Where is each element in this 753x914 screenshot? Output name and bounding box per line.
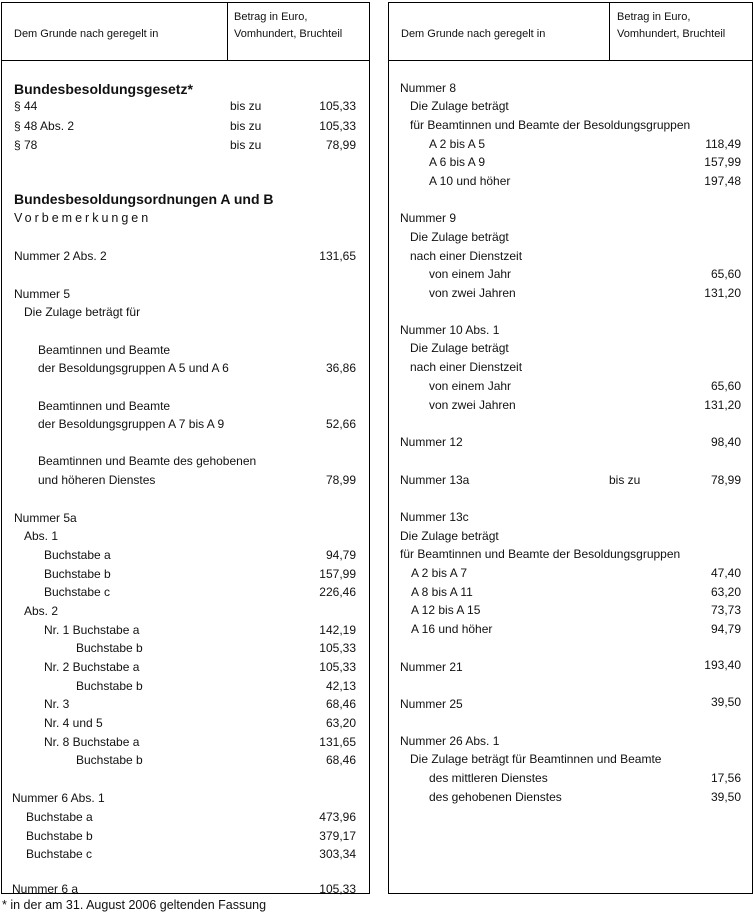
- row-value: 78,99: [325, 473, 356, 487]
- row-label: A 10 und höher: [429, 174, 511, 188]
- row-label: Nummer 26 Abs. 1: [400, 734, 500, 748]
- row-value: 105,33: [319, 882, 356, 896]
- header-col2: Betrag in Euro, Vomhundert, Bruchteil: [617, 11, 726, 40]
- row-value: 379,17: [319, 829, 356, 843]
- row-label: für Beamtinnen und Beamte der Besoldungsgruppen: [400, 547, 681, 561]
- row-label: A 16 und höher: [411, 622, 493, 636]
- row-label: nach einer Dienstzeit: [410, 360, 523, 374]
- row-value: 105,33: [319, 641, 356, 655]
- row-label: Nr. 3: [44, 697, 70, 711]
- row-label: Buchstabe c: [26, 847, 93, 861]
- row-label: Nummer 13c: [400, 510, 469, 524]
- header-col1: Dem Grunde nach geregelt in: [14, 28, 159, 40]
- row-value: 94,79: [710, 622, 741, 636]
- row-label: Buchstabe a: [44, 548, 111, 562]
- row-label: Buchstabe b: [76, 679, 143, 693]
- row-value: 78,99: [710, 473, 741, 487]
- row-label: § 78: [14, 138, 38, 152]
- row-label: Beamtinnen und Beamte: [38, 343, 171, 357]
- row-label: A 6 bis A 9: [429, 155, 486, 169]
- row-label: Die Zulage beträgt: [410, 341, 509, 355]
- section-title-bbesg: Bundesbesoldungsgesetz*: [14, 81, 193, 97]
- row-label: Nr. 4 und 5: [44, 716, 103, 730]
- row-value: 78,99: [325, 138, 356, 152]
- row-value: 63,20: [325, 716, 356, 730]
- row-label: Beamtinnen und Beamte: [38, 399, 171, 413]
- row-label: Abs. 1: [24, 529, 59, 543]
- row-label: Nummer 21: [400, 660, 463, 674]
- row-value: 131,65: [319, 735, 356, 749]
- row-label: § 48 Abs. 2: [14, 119, 75, 133]
- header-col2: Betrag in Euro, Vomhundert, Bruchteil: [234, 11, 343, 40]
- row-label: A 12 bis A 15: [411, 603, 481, 617]
- row-mid: bis zu: [230, 99, 262, 113]
- row-value: 39,50: [710, 790, 741, 804]
- row-value: 131,65: [319, 249, 356, 263]
- row-label: Nummer 6 a: [12, 882, 79, 896]
- row-label: A 2 bis A 5: [429, 137, 486, 151]
- row-label: Nummer 10 Abs. 1: [400, 323, 500, 337]
- row-label: des mittleren Dienstes: [429, 771, 548, 785]
- row-value: 157,99: [319, 567, 356, 581]
- row-value: 63,20: [710, 585, 741, 599]
- row-label: Buchstabe b: [44, 567, 111, 581]
- row-mid: bis zu: [230, 119, 262, 133]
- row-value: 303,34: [319, 847, 356, 861]
- row-label: Nr. 8 Buchstabe a: [44, 735, 140, 749]
- row-value: 131,20: [704, 398, 741, 412]
- row-value: 65,60: [710, 267, 741, 281]
- row-label: Buchstabe b: [76, 641, 143, 655]
- header-col1: Dem Grunde nach geregelt in: [401, 28, 546, 40]
- row-label: der Besoldungsgruppen A 5 und A 6: [38, 361, 229, 375]
- row-label: Nr. 1 Buchstabe a: [44, 623, 140, 637]
- row-value: 105,33: [319, 99, 356, 113]
- row-label: Nummer 2 Abs. 2: [14, 249, 107, 263]
- row-value: 193,40: [704, 658, 741, 672]
- row-label: von zwei Jahren: [429, 286, 516, 300]
- row-label: Nummer 8: [400, 81, 457, 95]
- row-value: 17,56: [710, 771, 741, 785]
- row-label: Buchstabe a: [26, 810, 93, 824]
- left-table-header: [2, 3, 369, 61]
- row-label: Die Zulage beträgt für Beamtinnen und Beamte: [410, 752, 662, 766]
- row-value: 142,19: [319, 623, 356, 637]
- row-label: nach einer Dienstzeit: [410, 249, 523, 263]
- row-mid: bis zu: [609, 473, 641, 487]
- row-label: Die Zulage beträgt: [400, 529, 499, 543]
- row-mid: bis zu: [230, 138, 262, 152]
- row-value: 473,96: [319, 810, 356, 824]
- row-value: 105,33: [319, 660, 356, 674]
- row-label: Die Zulage beträgt für: [24, 305, 141, 319]
- row-label: Nummer 6 Abs. 1: [12, 791, 105, 805]
- row-label: Nr. 2 Buchstabe a: [44, 660, 140, 674]
- row-label: Abs. 2: [24, 604, 59, 618]
- row-label: Buchstabe c: [44, 585, 111, 599]
- right-table-header: [389, 3, 752, 61]
- row-label: Nummer 12: [400, 435, 463, 449]
- row-value: 68,46: [325, 697, 356, 711]
- row-label: A 2 bis A 7: [411, 566, 468, 580]
- row-label: Nummer 13a: [400, 473, 470, 487]
- row-value: 39,50: [710, 695, 741, 709]
- right-table: [388, 2, 753, 894]
- row-label: der Besoldungsgruppen A 7 bis A 9: [38, 417, 225, 431]
- row-value: 52,66: [325, 417, 356, 431]
- left-table: [1, 2, 370, 894]
- row-value: 65,60: [710, 379, 741, 393]
- row-label: § 44: [14, 99, 38, 113]
- row-label: für Beamtinnen und Beamte der Besoldungsgruppen: [410, 118, 691, 132]
- row-label: Nummer 9: [400, 211, 457, 225]
- row-label: Die Zulage beträgt: [410, 230, 509, 244]
- footnote: * in der am 31. August 2006 geltenden Fassung: [2, 898, 267, 912]
- row-value: 98,40: [710, 435, 741, 449]
- vorbemerkungen: Vorbemerkungen: [14, 211, 152, 225]
- row-value: 42,13: [325, 679, 356, 693]
- row-value: 68,46: [325, 753, 356, 767]
- row-label: Nummer 5: [14, 287, 71, 301]
- row-label: A 8 bis A 11: [411, 585, 473, 599]
- section-title-bbo: Bundesbesoldungsordnungen A und B: [14, 191, 274, 207]
- row-value: 94,79: [325, 548, 356, 562]
- row-value: 131,20: [704, 286, 741, 300]
- row-label: Nummer 5a: [14, 511, 77, 525]
- row-label: von zwei Jahren: [429, 398, 516, 412]
- row-label: des gehobenen Dienstes: [429, 790, 562, 804]
- row-value: 105,33: [319, 119, 356, 133]
- row-value: 157,99: [704, 155, 741, 169]
- row-label: von einem Jahr: [429, 267, 512, 281]
- row-value: 197,48: [704, 174, 741, 188]
- row-label: Nummer 25: [400, 697, 463, 711]
- row-label: Die Zulage beträgt: [410, 99, 509, 113]
- row-value: 226,46: [319, 585, 356, 599]
- row-value: 118,49: [705, 137, 741, 151]
- row-label: und höheren Dienstes: [38, 473, 156, 487]
- row-label: Beamtinnen und Beamte des gehobenen: [38, 454, 257, 468]
- row-label: von einem Jahr: [429, 379, 512, 393]
- row-value: 73,73: [710, 603, 741, 617]
- row-label: Buchstabe b: [76, 753, 143, 767]
- row-value: 47,40: [710, 566, 741, 580]
- row-value: 36,86: [325, 361, 356, 375]
- row-label: Buchstabe b: [26, 829, 93, 843]
